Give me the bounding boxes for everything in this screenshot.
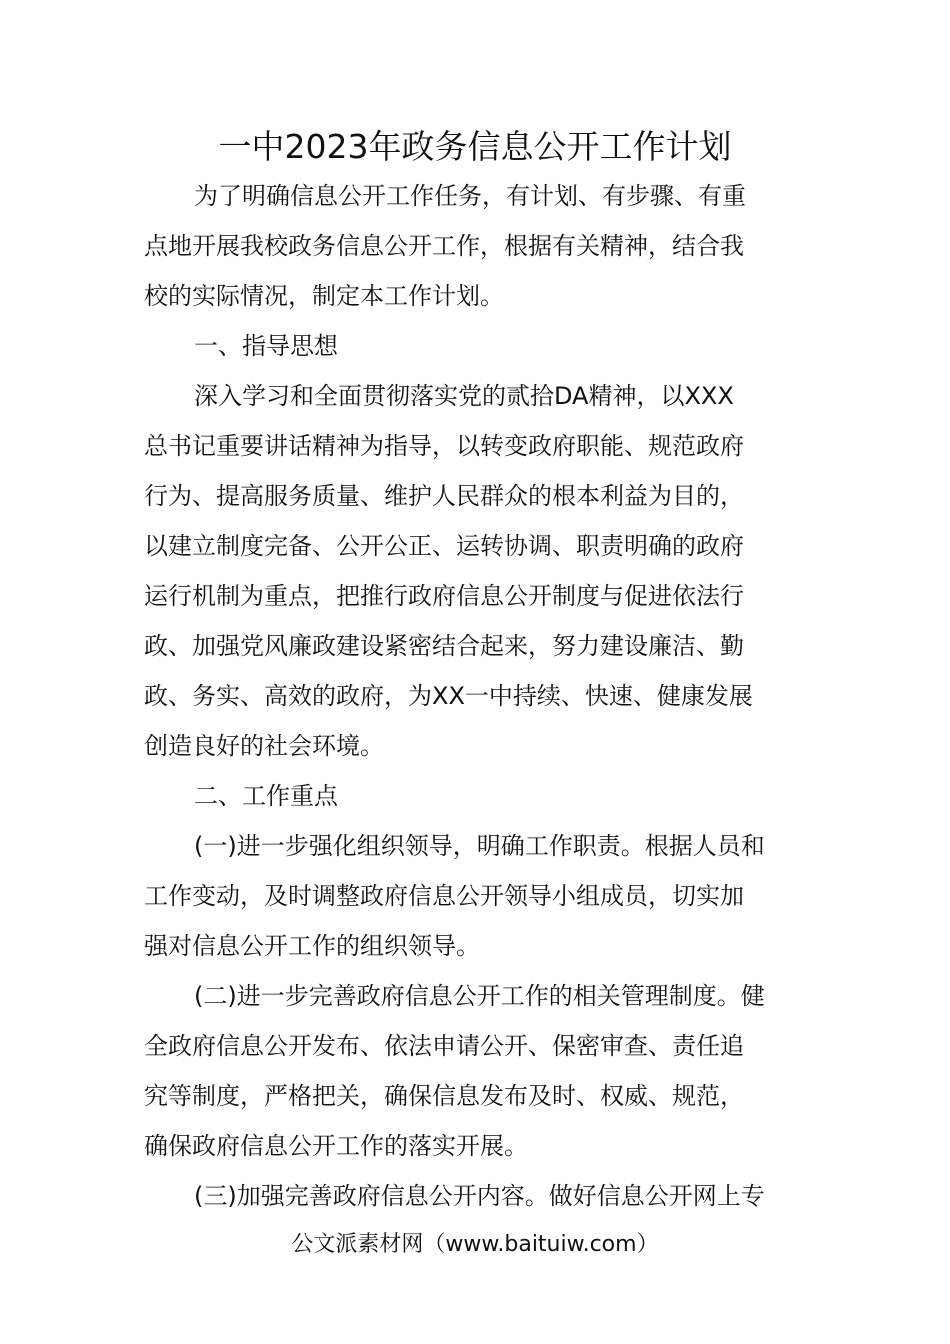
paragraph-line: 深入学习和全面贯彻落实党的贰拾DA精神，以XXX [194,382,734,410]
paragraph-line: 工作变动，及时调整政府信息公开领导小组成员，切实加 [144,882,744,910]
paragraph-line: 校的实际情况，制定本工作计划。 [144,282,504,310]
paragraph-line: 政、务实、高效的政府，为XX一中持续、快速、健康发展 [144,682,753,710]
paragraph-line: 运行机制为重点，把推行政府信息公开制度与促进依法行 [144,582,744,610]
paragraph-line: 强对信息公开工作的组织领导。 [144,932,480,960]
paragraph-line: 总书记重要讲话精神为指导，以转变政府职能、规范政府 [144,432,744,460]
paragraph-line: 行为、提高服务质量、维护人民群众的根本利益为目的， [144,482,744,510]
paragraph-line: 究等制度，严格把关，确保信息发布及时、权威、规范， [144,1082,744,1110]
paragraph-line: (二)进一步完善政府信息公开工作的相关管理制度。健 [194,982,765,1010]
paragraph-line: 全政府信息公开发布、依法申请公开、保密审查、责任追 [144,1032,744,1060]
paragraph-line: 创造良好的社会环境。 [144,732,384,760]
paragraph-line: 点地开展我校政务信息公开工作，根据有关精神，结合我 [144,232,744,260]
paragraph-line: (一)进一步强化组织领导，明确工作职责。根据人员和 [194,832,765,860]
paragraph-line: 政、加强党风廉政建设紧密结合起来，努力建设廉洁、勤 [144,632,744,660]
footer-watermark: 公文派素材网（www.baituiw.com） [291,1232,659,1257]
section-heading: 二、工作重点 [194,782,338,810]
section-heading: 一、指导思想 [194,332,338,360]
paragraph-line: 确保政府信息公开工作的落实开展。 [144,1132,528,1160]
paragraph-line: 以建立制度完备、公开公正、运转协调、职责明确的政府 [144,532,744,560]
document-title: 一中2023年政务信息公开工作计划 [218,127,732,166]
paragraph-line: (三)加强完善政府信息公开内容。做好信息公开网上专 [194,1182,765,1210]
paragraph-line: 为了明确信息公开工作任务，有计划、有步骤、有重 [194,182,746,210]
